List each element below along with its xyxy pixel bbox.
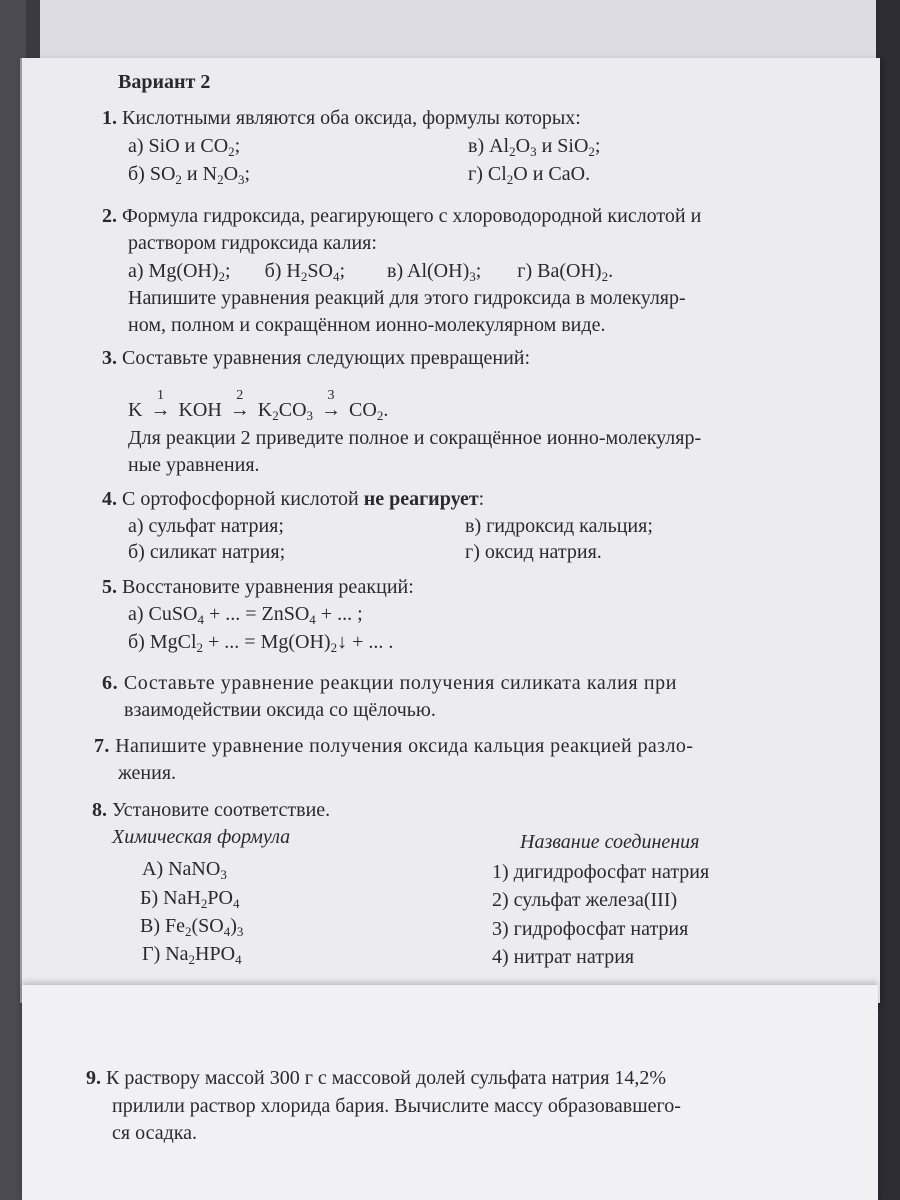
name-3: 3) гидрофосфат натрия — [492, 918, 689, 940]
question-text: Кислотными являются оба оксида, формулы которых: — [122, 107, 581, 129]
question-2: 2. Формула гидроксида, реагирующего с хлороводородной кислотой и — [102, 205, 702, 227]
question-number: 5. — [102, 576, 117, 598]
column-header-formula: Химическая формула — [112, 826, 291, 848]
question-3-line3: Для реакции 2 приведите полное и сокращённое ионно-молекуляр- — [128, 427, 702, 449]
question-number: 3. — [102, 347, 117, 369]
name-4: 4) нитрат натрия — [492, 946, 635, 968]
question-number: 1. — [102, 107, 117, 129]
question-2-options: а) $Mg(OH)_2$; б) $H_2SO_4$; в) $Al(OH)_3$; г) $Ba(OH)_2$. — [128, 260, 614, 284]
question-3: 3. Составьте уравнения следующих превращений: — [102, 347, 531, 369]
name-1: 1) дигидрофосфат натрия — [492, 861, 710, 883]
arrow-icon: 2 → — [229, 388, 250, 421]
question-number: 9. — [86, 1067, 101, 1089]
page-title: Вариант 2 — [118, 71, 211, 93]
formula-g: Г) $Na_2HPO_4$ — [142, 943, 242, 967]
arrow-icon: 1 → — [150, 388, 171, 421]
option-g: г) оксид натрия. — [465, 541, 602, 563]
question-number: 6. — [102, 672, 119, 694]
question-9-line2: прилили раствор хлорида бария. Вычислите массу образовавшего- — [112, 1095, 681, 1117]
equation-b: б) MgCl$_2$ + ... = $Mg(OH)_2↓$ + ... . — [128, 631, 394, 655]
background-sheet — [40, 0, 885, 62]
question-number: 4. — [102, 488, 117, 510]
question-number: 8. — [92, 799, 107, 821]
option-b: б) силикат натрия; — [128, 541, 286, 563]
option-v: в) $Al_2O_3$ и SiO$_2$; — [468, 135, 601, 159]
question-3-line4: ные уравнения. — [128, 454, 260, 476]
question-7: 7. Напишите уравнение получения оксида кальция реакцией разло- — [94, 735, 694, 757]
question-2-line4: Напишите уравнения реакций для этого гидроксида в молекуляр- — [128, 287, 686, 309]
question-8: 8. Установите соответствие. — [92, 799, 331, 821]
arrow-icon: 3 → — [321, 388, 342, 421]
formula-v: В) $Fe_2(SO_4)_3$ — [140, 915, 244, 939]
option-a: а) SiO и $CO_2$; — [128, 135, 241, 159]
option-a: а) сульфат натрия; — [128, 515, 284, 537]
transformation-chain: K 1 → KOH 2 → $K_2CO_3$ 3 → $CO_2$. — [128, 388, 389, 423]
option-g: г) $Cl_2O$ и CaO. — [468, 163, 591, 187]
option-v: в) гидроксид кальция; — [465, 515, 653, 537]
question-9-line3: ся осадка. — [112, 1122, 198, 1144]
question-6: 6. Составьте уравнение реакции получения силиката калия при — [102, 672, 678, 694]
question-number: 2. — [102, 205, 117, 227]
name-2: 2) сульфат железа(III) — [492, 889, 678, 911]
option-b: б) $SO_2$ и $N_2O_3$; — [128, 163, 251, 187]
formula-b: Б) $NaH_2PO_4$ — [140, 887, 240, 911]
question-9: 9. К раствору массой 300 г с массовой долей сульфата натрия 14,2% — [86, 1067, 667, 1089]
question-4: 4. С ортофосфорной кислотой не реагирует: — [102, 488, 485, 510]
question-2-line5: ном, полном и сокращённом ионно-молекулярном виде. — [128, 314, 606, 336]
formula-a: А) NaNO$_3$ — [142, 858, 227, 882]
equation-a: а) CuSO$_4$ + ... = ZnSO$_4$ + ... ; — [128, 603, 363, 627]
question-6-line2: взаимодействии оксида со щёлочью. — [124, 699, 436, 721]
question-1 — [102, 106, 581, 130]
question-5: 5. Восстановите уравнения реакций: — [102, 576, 414, 598]
question-2-line2: раствором гидроксида калия: — [128, 232, 377, 254]
question-7-line2: жения. — [118, 762, 177, 784]
question-number: 7. — [94, 735, 110, 757]
worksheet-bottom-slip — [22, 985, 878, 1200]
column-header-name: Название соединения — [520, 831, 700, 853]
